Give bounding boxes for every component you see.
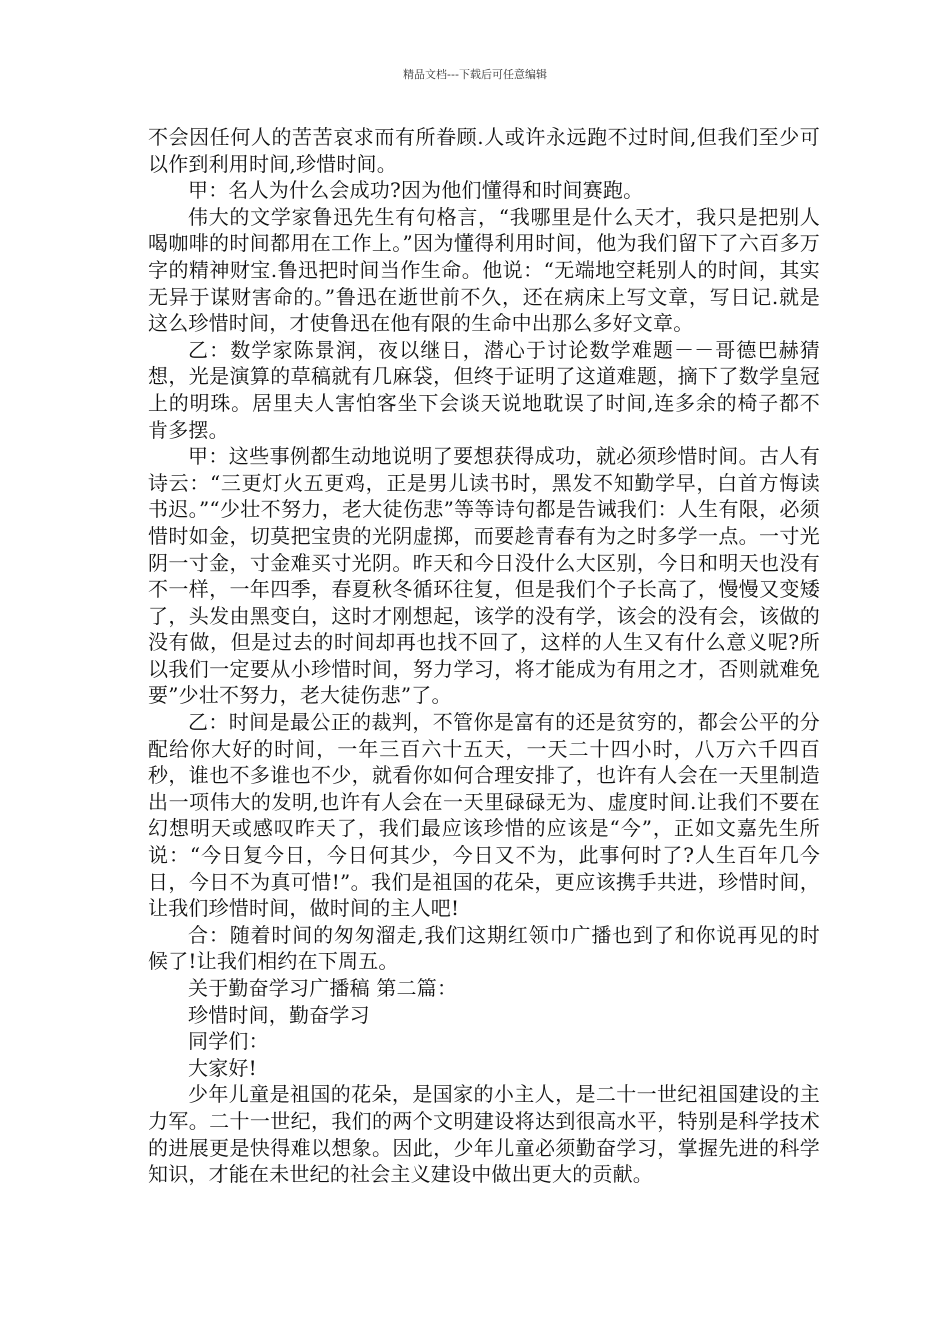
paragraph: 少年儿童是祖国的花朵，是国家的小主人，是二十一世纪祖国建设的主力军。二十一世纪，我们的两个文明建设将达到很高水平，特别是科学技术的进展更是快得难以想象。因此，少年儿童必须勤奋学习，掌握先进的科学知识，才能在未世纪的社会主义建设中做出更大的贡献。 <box>148 1082 820 1187</box>
greeting: 大家好! <box>188 1055 257 1080</box>
paragraph: 乙：时间是最公正的裁判，不管你是富有的还是贫穷的，都会公平的分配给你大好的时间，一年三百六十五天，一天二十四小时，八万六千四百秒，谁也不多谁也不少，就看你如何合理安排了，也许有人会在一天里制造出一项伟大的发明,也许有人会在一天里碌碌无为、虚度时间.让我们不要在幻想明天或感叹昨天了，我们最应该珍惜的应该是“今”，正如文嘉先生所说：“今日复今日，今日何其少，今日又不为，此事何时了?人生百年几今日，今日不为真可惜!”。我们是祖国的花朵，更应该携手共进，珍惜时间，让我们珍惜时间，做时间的主人吧! <box>148 710 820 921</box>
paragraph: 乙：数学家陈景润，夜以继日，潜心于讨论数学难题－－哥德巴赫猜想，光是演算的草稿就有几麻袋，但终于证明了这道难题，摘下了数学皇冠上的明珠。居里夫人害怕客坐下会谈天说地耽误了时间,连多余的椅子都不肯多摆。 <box>148 337 820 442</box>
section-heading: 关于勤奋学习广播稿 第二篇： <box>188 976 458 1000</box>
salutation: 同学们： <box>188 1029 269 1054</box>
paragraph: 甲：名人为什么会成功?因为他们懂得和时间赛跑。 <box>188 178 644 203</box>
document-body <box>148 124 820 1188</box>
paragraph: 伟大的文学家鲁迅先生有句格言，“我哪里是什么天才，我只是把别人喝咖啡的时间都用在工作上。”因为懂得利用时间，他为我们留下了六百多万字的精神财宝.鲁迅把时间当作生命。他说：“无端地空耗别人的时间，其实无异于谋财害命的。”鲁迅在逝世前不久，还在病床上写文章，写日记.就是这么珍惜时间，才使鲁迅在他有限的生命中出那么多好文章。 <box>148 204 820 336</box>
paragraph: 合：随着时间的匆匆溜走,我们这期红领巾广播也到了和你说再见的时候了!让我们相约在下周五。 <box>148 922 820 974</box>
paragraph: 甲：这些事例都生动地说明了要想获得成功，就必须珍惜时间。古人有诗云：“三更灯火五更鸡，正是男儿读书时，黑发不知勤学早，白首方悔读书迟。”“少壮不努力，老大徒伤悲”等等诗句都是告诫我们：人生有限，必须惜时如金，切莫把宝贵的光阴虚掷，而要趁青春有为之时多学一点。一寸光阴一寸金，寸金难买寸光阴。昨天和今日没什么大区别，今日和明天也没有不一样，一年四季，春夏秋冬循环往复，但是我们个子长高了，慢慢又变矮了，头发由黑变白，这时才刚想起，该学的没有学，该会的没有会，该做的没有做，但是过去的时间却再也找不回了，这样的人生又有什么意义呢?所以我们一定要从小珍惜时间，努力学习，将才能成为有用之才，否则就难免要”少壮不努力，老大徒伤悲”了。 <box>148 444 820 708</box>
paragraph: 不会因任何人的苦苦哀求而有所眷顾.人或许永远跑不过时间,但我们至少可以作到利用时间,珍惜时间。 <box>148 125 820 176</box>
speech-title: 珍惜时间，勤奋学习 <box>188 1002 370 1027</box>
page-header: 精品文档---下载后可任意编辑 <box>403 68 547 81</box>
